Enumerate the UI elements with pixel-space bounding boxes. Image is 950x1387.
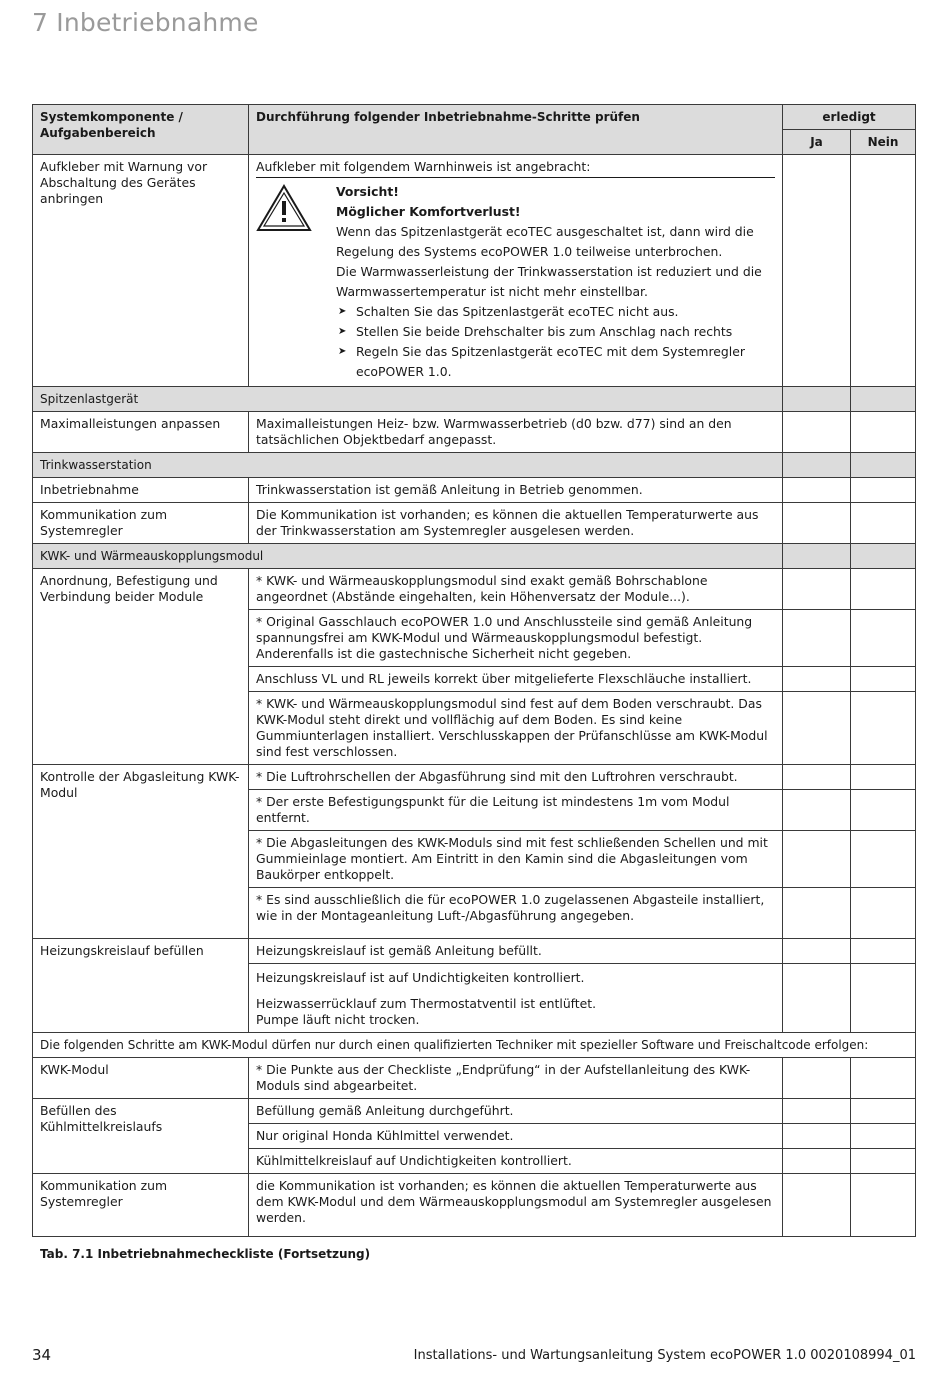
component-cell: KWK-Modul	[33, 1058, 249, 1099]
page-footer: Installations- und Wartungsanleitung System ecoPOWER 1.0 0020108994_01	[413, 1348, 916, 1363]
section-blank	[783, 544, 851, 569]
section-blank	[851, 544, 916, 569]
checkbox-no[interactable]	[851, 964, 916, 1033]
checkbox-no[interactable]	[851, 1099, 916, 1124]
step-cell: Befüllung gemäß Anleitung durchgeführt.	[249, 1099, 783, 1124]
section-row	[33, 544, 916, 569]
table-row	[33, 765, 916, 790]
warning-sticker-cell	[249, 155, 783, 387]
warning-bullet: ➤ Schalten Sie das Spitzenlastgerät ecoTEC nicht aus.	[336, 302, 775, 322]
step-cell: Die Kommunikation ist vorhanden; es können die aktuellen Temperaturwerte aus der Trinkwasserstation am Systemregler ausgelesen werden.	[249, 503, 783, 544]
checkbox-no[interactable]	[851, 1124, 916, 1149]
checkbox-yes[interactable]	[783, 667, 851, 692]
checkbox-yes[interactable]	[783, 888, 851, 939]
section-blank	[783, 387, 851, 412]
checkbox-no[interactable]	[851, 831, 916, 888]
table-row	[33, 1174, 916, 1237]
component-cell: Anordnung, Befestigung und Verbindung beider Module	[33, 569, 249, 765]
warning-bullet: ➤ Stellen Sie beide Drehschalter bis zum Anschlag nach rechts	[336, 322, 775, 342]
checkbox-yes[interactable]	[783, 1174, 851, 1237]
technician-note: Die folgenden Schritte am KWK-Modul dürfen nur durch einen qualifizierten Techniker mit spezieller Software und Freischaltcode erfolgen:	[33, 1033, 916, 1058]
section-blank	[851, 387, 916, 412]
commissioning-checklist-table	[32, 104, 916, 1237]
step-cell: Maximalleistungen Heiz- bzw. Warmwasserbetrieb (d0 bzw. d77) sind an den tatsächlichen Objektbedarf angepasst.	[249, 412, 783, 453]
warning-subtitle: Möglicher Komfortverlust!	[336, 204, 521, 219]
checkbox-yes[interactable]	[783, 1124, 851, 1149]
checkbox-yes[interactable]	[783, 692, 851, 765]
checkbox-no[interactable]	[851, 610, 916, 667]
checkbox-no[interactable]	[851, 667, 916, 692]
step-cell: Nur original Honda Kühlmittel verwendet.	[249, 1124, 783, 1149]
header-done: erledigt	[783, 105, 916, 130]
checkbox-yes[interactable]	[783, 478, 851, 503]
component-cell: Maximalleistungen anpassen	[33, 412, 249, 453]
checkbox-no[interactable]	[851, 765, 916, 790]
warning-paragraph: Die Warmwasserleistung der Trinkwasserstation ist reduziert und die Warmwassertemperatur ist nicht mehr einstellbar.	[336, 264, 762, 299]
step-cell: * KWK- und Wärmeauskopplungsmodul sind exakt gemäß Bohrschablone angeordnet (Abstände eingehalten, kein Höhenversatz der Module...).	[249, 569, 783, 610]
checkbox-no[interactable]	[851, 1149, 916, 1174]
component-cell: Kommunikation zum Systemregler	[33, 1174, 249, 1237]
checkbox-yes[interactable]	[783, 1058, 851, 1099]
step-cell: * Es sind ausschließlich die für ecoPOWER 1.0 zugelassenen Abgasteile installiert, wie in der Montageanleitung Luft-/Abgasführung angegeben.	[249, 888, 783, 939]
checkbox-no[interactable]	[851, 478, 916, 503]
step-cell: Heizungskreislauf ist gemäß Anleitung befüllt.	[249, 939, 783, 964]
warning-title: Vorsicht!	[336, 184, 399, 199]
component-cell: Aufkleber mit Warnung vor Abschaltung des Gerätes anbringen	[33, 155, 249, 387]
table-row	[33, 1058, 916, 1099]
table-caption: Tab. 7.1 Inbetriebnahmecheckliste (Fortsetzung)	[40, 1247, 371, 1261]
checkbox-no[interactable]	[851, 790, 916, 831]
section-blank	[851, 453, 916, 478]
checkbox-no[interactable]	[851, 503, 916, 544]
warning-paragraph: Wenn das Spitzenlastgerät ecoTEC ausgeschaltet ist, dann wird die Regelung des Systems ecoPOWER 1.0 teilweise unterbrochen.	[336, 224, 754, 259]
checkbox-no[interactable]	[851, 888, 916, 939]
checkbox-yes[interactable]	[783, 155, 851, 387]
note-row	[33, 1033, 916, 1058]
checkbox-yes[interactable]	[783, 790, 851, 831]
header-component: Systemkomponente / Aufgabenbereich	[33, 105, 249, 155]
checkbox-no[interactable]	[851, 939, 916, 964]
step-cell	[249, 964, 783, 1033]
step-cell: Trinkwasserstation ist gemäß Anleitung in Betrieb genommen.	[249, 478, 783, 503]
step-cell: Anschluss VL und RL jeweils korrekt über mitgelieferte Flexschläuche installiert.	[249, 667, 783, 692]
table-row	[33, 939, 916, 964]
step-cell: * Der erste Befestigungspunkt für die Leitung ist mindestens 1m vom Modul entfernt.	[249, 790, 783, 831]
checkbox-yes[interactable]	[783, 939, 851, 964]
component-cell: Kommunikation zum Systemregler	[33, 503, 249, 544]
checkbox-no[interactable]	[851, 1058, 916, 1099]
step-cell: * Die Abgasleitungen des KWK-Moduls sind mit fest schließenden Schellen und mit Gummieinlage montiert. Am Eintritt in den Kamin sind die Abgasleitungen vom Baukörper entkoppelt.	[249, 831, 783, 888]
step-cell: die Kommunikation ist vorhanden; es können die aktuellen Temperaturwerte aus dem KWK-Modul und dem Wärmeauskopplungsmodul am Systemregler ausgelesen werden.	[249, 1174, 783, 1237]
section-heading: Trinkwasserstation	[33, 453, 783, 478]
checkbox-yes[interactable]	[783, 1099, 851, 1124]
component-cell: Befüllen des Kühlmittelkreislaufs	[33, 1099, 249, 1174]
warning-triangle-icon	[256, 182, 336, 382]
section-blank	[783, 453, 851, 478]
chapter-title: 7 Inbetriebnahme	[32, 8, 259, 37]
table-row	[33, 155, 916, 387]
step-line: Heizungskreislauf ist auf Undichtigkeiten kontrolliert.	[256, 970, 585, 985]
step-line: Heizwasserrücklauf zum Thermostatventil ist entlüftet.	[256, 996, 597, 1011]
table-row	[33, 503, 916, 544]
table-row	[33, 569, 916, 610]
table-row	[33, 412, 916, 453]
table-header-row	[33, 105, 916, 130]
step-cell: * Die Luftrohrschellen der Abgasführung sind mit den Luftrohren verschraubt.	[249, 765, 783, 790]
section-row	[33, 387, 916, 412]
checkbox-yes[interactable]	[783, 610, 851, 667]
checkbox-yes[interactable]	[783, 503, 851, 544]
page-number: 34	[32, 1346, 52, 1364]
component-cell: Kontrolle der Abgasleitung KWK-Modul	[33, 765, 249, 939]
warning-bullet: ➤ Regeln Sie das Spitzenlastgerät ecoTEC mit dem Systemregler ecoPOWER 1.0.	[336, 342, 775, 382]
checkbox-yes[interactable]	[783, 1149, 851, 1174]
step-line: Pumpe läuft nicht trocken.	[256, 1012, 420, 1027]
warning-intro: Aufkleber mit folgendem Warnhinweis ist angebracht:	[256, 159, 775, 178]
header-no: Nein	[851, 130, 916, 155]
checkbox-yes[interactable]	[783, 964, 851, 1033]
checkbox-yes[interactable]	[783, 765, 851, 790]
step-cell: * KWK- und Wärmeauskopplungsmodul sind fest auf dem Boden verschraubt. Das KWK-Modul steht direkt und vollflächig auf dem Boden. Es sind keine Gummiunterlagen installiert. Verschlusskappen der Prüfanschlüsse am KWK-Modul sind fest verschlossen.	[249, 692, 783, 765]
checkbox-yes[interactable]	[783, 412, 851, 453]
checkbox-no[interactable]	[851, 412, 916, 453]
table-row	[33, 1099, 916, 1124]
checkbox-yes[interactable]	[783, 831, 851, 888]
step-cell: * Original Gasschlauch ecoPOWER 1.0 und Anschlussteile sind gemäß Anleitung spannungsfrei am KWK-Modul und Wärmeauskopplungsmodul befestigt. Anderenfalls ist die gastechnische Sicherheit nicht gegeben.	[249, 610, 783, 667]
table-row	[33, 478, 916, 503]
checkbox-no[interactable]	[851, 1174, 916, 1237]
section-row	[33, 453, 916, 478]
checkbox-yes[interactable]	[783, 569, 851, 610]
component-cell: Heizungskreislauf befüllen	[33, 939, 249, 1033]
checkbox-no[interactable]	[851, 155, 916, 387]
warning-notice	[256, 182, 775, 382]
header-steps: Durchführung folgender Inbetriebnahme-Schritte prüfen	[249, 105, 783, 155]
checkbox-no[interactable]	[851, 692, 916, 765]
section-heading: KWK- und Wärmeauskopplungsmodul	[33, 544, 783, 569]
checkbox-no[interactable]	[851, 569, 916, 610]
section-heading: Spitzenlastgerät	[33, 387, 783, 412]
header-yes: Ja	[783, 130, 851, 155]
component-cell: Inbetriebnahme	[33, 478, 249, 503]
step-cell: * Die Punkte aus der Checkliste „Endprüfung“ in der Aufstellanleitung des KWK-Moduls sind abgearbeitet.	[249, 1058, 783, 1099]
step-cell: Kühlmittelkreislauf auf Undichtigkeiten kontrolliert.	[249, 1149, 783, 1174]
